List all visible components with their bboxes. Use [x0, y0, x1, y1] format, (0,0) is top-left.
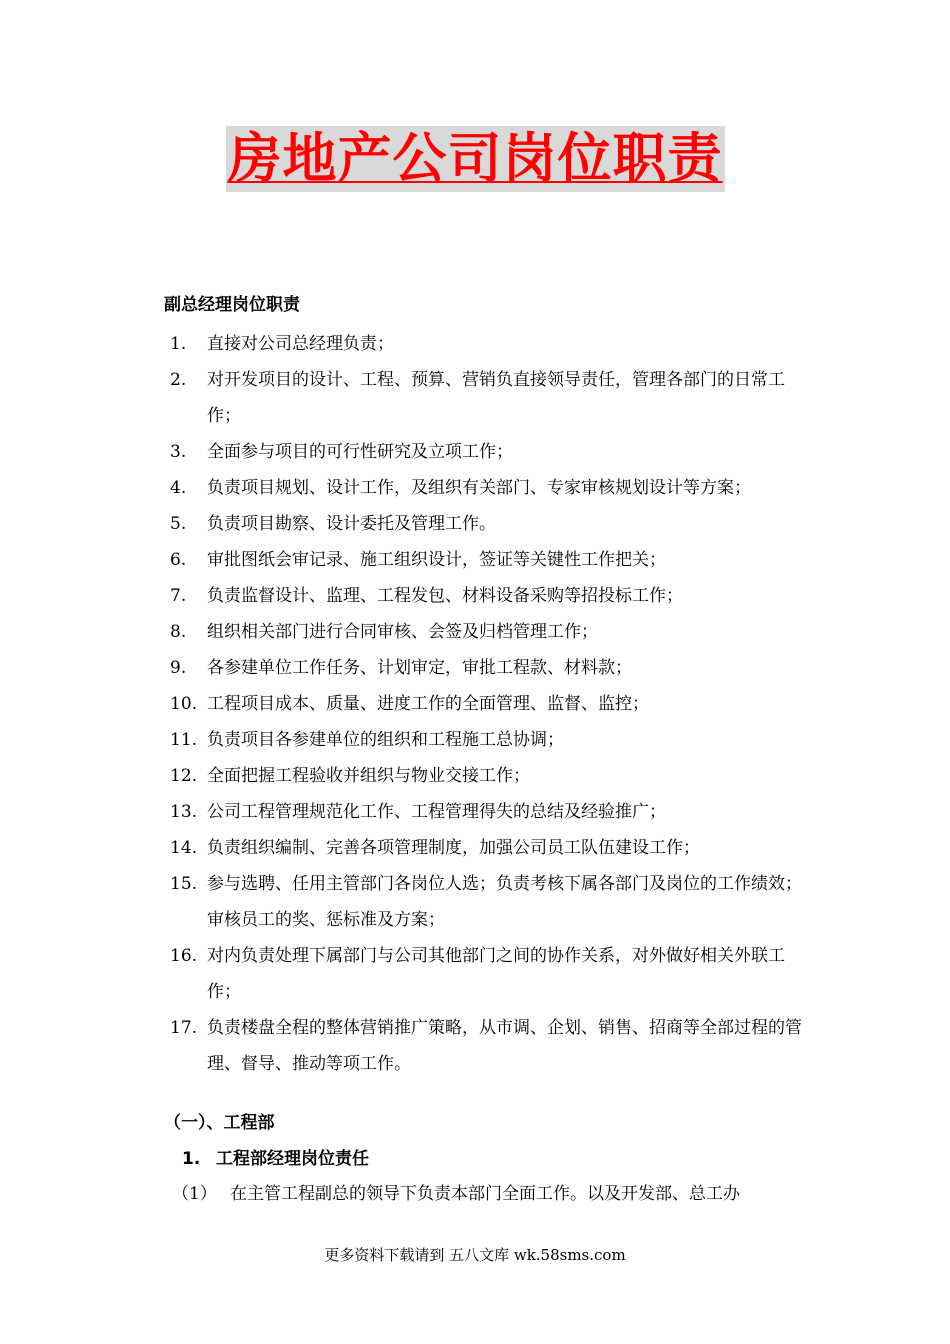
list-item [0, 722, 807, 758]
list-item [0, 362, 807, 434]
list-item-text: 对开发项目的设计、工程、预算、营销负直接领导责任，管理各部门的日常工作； [207, 370, 785, 426]
list-item-number: 14. [170, 838, 198, 858]
duty-list [0, 326, 950, 1082]
sub-heading-number: 1. [182, 1149, 201, 1169]
footer-note: 更多资料下载请到 五八文库 wk.58sms.com [324, 1246, 626, 1264]
list-item-text: 对内负责处理下属部门与公司其他部门之间的协作关系，对外做好相关外联工作； [207, 946, 785, 1002]
list-item-number: 13. [170, 802, 198, 822]
list-item-number: 1. [170, 334, 187, 354]
list-item-text: 各参建单位工作任务、计划审定，审批工程款、材料款； [207, 658, 632, 678]
list-item [0, 866, 807, 938]
list-item-number: 3. [170, 442, 187, 462]
list-item-text: 负责楼盘全程的整体营销推广策略，从市调、企划、销售、招商等全部过程的管理、督导、推动等项工作。 [207, 1018, 802, 1074]
list-item [0, 578, 807, 614]
list-item [0, 506, 807, 542]
list-item [0, 650, 807, 686]
list-item-number: 4. [170, 478, 187, 498]
list-item-number: 2. [170, 370, 187, 390]
list-item [0, 830, 807, 866]
sub-heading [182, 1147, 369, 1171]
list-item-text: 负责项目各参建单位的组织和工程施工总协调； [207, 730, 564, 750]
list-item-text: 工程项目成本、质量、进度工作的全面管理、监督、监控； [207, 694, 649, 714]
list-item-number: 7. [170, 586, 187, 606]
sub-heading-text: 工程部经理岗位责任 [216, 1149, 369, 1169]
list-item-number: 16. [170, 946, 198, 966]
list-item-number: 17. [170, 1018, 198, 1038]
list-item-text: 组织相关部门进行合同审核、会签及归档管理工作； [207, 622, 598, 642]
list-item-number: 6. [170, 550, 187, 570]
list-item-text: 公司工程管理规范化工作、工程管理得失的总结及经验推广； [207, 802, 666, 822]
list-item-number: 10. [170, 694, 198, 714]
list-item [0, 794, 807, 830]
list-item [0, 542, 807, 578]
list-item-text: 负责项目规划、设计工作，及组织有关部门、专家审核规划设计等方案； [207, 478, 751, 498]
list-item [0, 686, 807, 722]
list-item-number: 5. [170, 514, 187, 534]
list-item-number: 9. [170, 658, 187, 678]
list-item-text: 参与选聘、任用主管部门各岗位人选；负责考核下属各部门及岗位的工作绩效；审核员工的奖、惩标准及方案； [207, 874, 802, 930]
paragraph-number: （1） [172, 1184, 217, 1204]
list-item-number: 11. [170, 730, 198, 750]
list-item [0, 758, 807, 794]
list-item-text: 负责项目勘察、设计委托及管理工作。 [207, 514, 496, 534]
list-item [0, 470, 807, 506]
list-item-text: 负责组织编制、完善各项管理制度，加强公司员工队伍建设工作； [207, 838, 700, 858]
page-title: 房地产公司岗位职责 [227, 127, 723, 190]
list-item-number: 12. [170, 766, 198, 786]
list-item [0, 938, 807, 1010]
list-item-text: 全面参与项目的可行性研究及立项工作； [207, 442, 513, 462]
list-item-text: 负责监督设计、监理、工程发包、材料设备采购等招投标工作； [207, 586, 683, 606]
list-item-number: 8. [170, 622, 187, 642]
list-item-text: 全面把握工程验收并组织与物业交接工作； [207, 766, 530, 786]
list-item-text: 直接对公司总经理负责； [207, 334, 394, 354]
list-item [0, 434, 807, 470]
list-item-number: 15. [170, 874, 198, 894]
section-heading: 副总经理岗位职责 [164, 295, 300, 315]
department-heading: （一）、工程部 [164, 1113, 275, 1133]
paragraph [172, 1180, 740, 1208]
title-container [0, 126, 950, 192]
list-item [0, 614, 807, 650]
list-item [0, 326, 807, 362]
list-item [0, 1010, 807, 1082]
paragraph-text: 在主管工程副总的领导下负责本部门全面工作。以及开发部、总工办 [230, 1184, 740, 1204]
list-item-text: 审批图纸会审记录、施工组织设计，签证等关键性工作把关； [207, 550, 666, 570]
